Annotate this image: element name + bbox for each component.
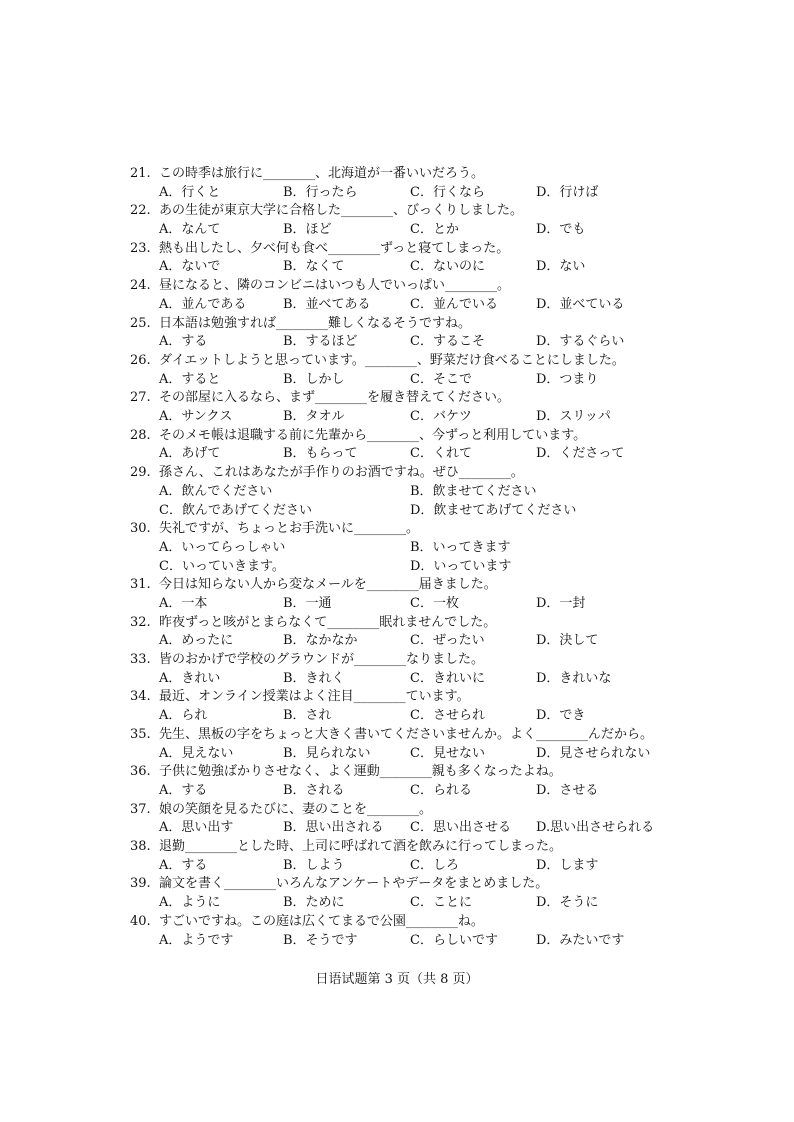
question-text: ダイエットしようと思っています。________、野菜だけ食べることにしました。 <box>159 352 625 368</box>
question-text: 最近、オンライン授業はよく注目________ています。 <box>159 689 470 705</box>
question-stem <box>130 614 690 633</box>
question-item <box>130 520 690 576</box>
option-row <box>130 595 690 614</box>
question-item <box>130 165 690 202</box>
question-number: 29. <box>130 465 151 481</box>
answer-option: D．するぐらい <box>536 334 625 350</box>
question-item <box>130 801 690 838</box>
question-stem <box>130 277 690 296</box>
question-stem <box>130 838 690 857</box>
question-text: 論文を書く________いろんなアンケートやデータをまとめました。 <box>159 876 549 892</box>
question-stem <box>130 315 690 334</box>
question-number: 39. <box>130 876 151 892</box>
answer-option: B．並べてある <box>283 296 371 312</box>
answer-option: A．ようです <box>159 932 234 948</box>
answer-option: D．一封 <box>536 596 586 611</box>
answer-option: D．いっています <box>410 558 512 574</box>
question-text: この時季は旅行に________、北海道が一番いいだろう。 <box>159 166 485 181</box>
question-item <box>130 315 690 352</box>
answer-option: C．並んでいる <box>410 296 498 312</box>
option-row <box>130 819 690 838</box>
answer-option: D．スリッパ <box>536 409 611 425</box>
question-text: 昼になると、隣のコンビニはいつも人でいっぱい________。 <box>159 278 511 294</box>
answer-option: C．いっていきます。 <box>159 558 285 574</box>
question-item <box>130 838 690 875</box>
answer-option: C．しろ <box>410 857 459 873</box>
answer-option: D．見させられない <box>536 745 651 761</box>
answer-option: B．される <box>283 782 345 798</box>
question-text: 子供に勉強ばかりさせなく、よく運動________親も多くなったよね。 <box>159 764 562 780</box>
question-stem <box>130 165 690 184</box>
answer-option: A．見えない <box>159 745 234 761</box>
option-row <box>130 408 690 427</box>
question-item <box>130 688 690 725</box>
answer-option: A．サンクス <box>159 409 233 425</box>
answer-option: B．一通 <box>283 596 332 611</box>
question-text: あの生徒が東京大学に合格した________、びっくりしました。 <box>159 203 524 219</box>
answer-option: B．飲ませてください <box>410 483 537 499</box>
answer-option: A．いってらっしゃい <box>159 539 286 555</box>
answer-option: B．ために <box>283 895 345 911</box>
question-number: 26. <box>130 352 151 368</box>
answer-option: A．飲んでください <box>159 483 273 499</box>
question-text: 先生、黒板の字をちょっと大きく書いてくださいませんか。よく________んだから。 <box>159 726 654 742</box>
question-item <box>130 726 690 763</box>
answer-option: B．なくて <box>283 259 345 275</box>
option-row <box>130 258 690 277</box>
answer-option: A．行くと <box>159 184 221 200</box>
option-row <box>130 539 690 558</box>
option-row <box>130 782 690 801</box>
question-stem <box>130 801 690 820</box>
answer-option: D．決して <box>536 633 599 649</box>
question-item <box>130 763 690 800</box>
answer-option: D．並べている <box>536 296 625 312</box>
question-stem <box>130 913 690 932</box>
answer-option: C．ぜったい <box>410 633 485 649</box>
answer-option: B．するほど <box>283 334 358 350</box>
answer-option: C．するこそ <box>410 334 485 350</box>
answer-option: A．並んである <box>159 296 247 312</box>
answer-option: A．ように <box>159 895 221 911</box>
question-item <box>130 202 690 239</box>
answer-option: D．ない <box>536 259 586 275</box>
answer-option: D．みたいです <box>536 932 625 948</box>
answer-option: C．一枚 <box>410 596 459 611</box>
question-item <box>130 651 690 688</box>
answer-option: D．きれいな <box>536 670 612 686</box>
answer-option: A．めったに <box>159 633 234 649</box>
answer-option: C．行くなら <box>410 184 485 200</box>
question-number: 24. <box>130 278 151 294</box>
option-row <box>130 558 690 577</box>
question-item <box>130 352 690 389</box>
option-row <box>130 445 690 464</box>
answer-option: D.思い出させられる <box>536 820 655 836</box>
question-number: 28. <box>130 427 151 443</box>
option-row <box>130 894 690 913</box>
option-row <box>130 333 690 352</box>
answer-option: C．らしいです <box>410 932 498 948</box>
answer-option: A．あげて <box>159 446 221 462</box>
option-row <box>130 221 690 240</box>
answer-option: C．られる <box>410 782 472 798</box>
option-row <box>130 502 690 521</box>
answer-option: C．そこで <box>410 371 472 387</box>
question-item <box>130 875 690 912</box>
question-text: 娘の笑顔を見るたびに、妻のことを________。 <box>159 801 433 817</box>
option-row <box>130 632 690 651</box>
question-text: その部屋に入るなら、まず________を履き替えてください。 <box>159 390 511 406</box>
question-item <box>130 576 690 613</box>
question-text: 退勤________とした時、上司に呼ばれて酒を飲みに行ってしまった。 <box>159 839 563 855</box>
option-row <box>130 857 690 876</box>
answer-option: B．そうです <box>283 932 358 948</box>
answer-option: D．します <box>536 857 599 873</box>
answer-option: B．行ったら <box>283 184 358 200</box>
answer-option: A．きれい <box>159 670 221 686</box>
answer-option: D．くださって <box>536 446 625 462</box>
question-number: 30. <box>130 521 151 537</box>
answer-option: B．しよう <box>283 857 345 873</box>
page-footer: 日语试题第 3 页（共 8 页） <box>315 972 479 987</box>
answer-option: C．飲んであげてください <box>159 502 312 518</box>
answer-option: C．くれて <box>410 446 472 462</box>
question-number: 33. <box>130 652 151 668</box>
option-row <box>130 184 690 203</box>
answer-option: C．ことに <box>410 895 472 911</box>
question-number: 35. <box>130 726 151 742</box>
answer-option: D．飲ませてあげてください <box>410 502 577 518</box>
option-row <box>130 745 690 764</box>
question-item <box>130 614 690 651</box>
question-item <box>130 277 690 314</box>
question-text: 失礼ですが、ちょっとお手洗いに________。 <box>159 521 420 537</box>
answer-option: C．見せない <box>410 745 485 761</box>
answer-option: C．させられ <box>410 708 485 724</box>
answer-option: C．きれいに <box>410 670 485 686</box>
answer-option: B．タオル <box>283 409 345 425</box>
question-number: 22. <box>130 203 151 219</box>
answer-option: D．でも <box>536 222 586 238</box>
answer-option: B．いってきます <box>410 539 511 555</box>
question-text: 孫さん、これはあなたが手作りのお酒ですね。ぜひ________。 <box>159 465 524 481</box>
answer-option: B．思い出される <box>283 820 384 836</box>
option-row <box>130 483 690 502</box>
question-item <box>130 913 690 950</box>
question-stem <box>130 576 690 595</box>
question-item <box>130 464 690 520</box>
answer-option: A．する <box>159 782 208 798</box>
question-number: 36. <box>130 764 151 780</box>
question-stem <box>130 651 690 670</box>
answer-option: B．見られない <box>283 745 371 761</box>
answer-option: B．なかなか <box>283 633 358 649</box>
question-number: 23. <box>130 240 151 256</box>
option-row <box>130 932 690 951</box>
answer-option: B．ほど <box>283 222 332 238</box>
answer-option: D．でき <box>536 708 586 724</box>
question-stem <box>130 688 690 707</box>
answer-option: C．とか <box>410 222 459 238</box>
answer-option: D．させる <box>536 782 599 798</box>
question-stem <box>130 726 690 745</box>
question-number: 40. <box>130 913 151 929</box>
answer-option: A．すると <box>159 371 221 387</box>
option-row <box>130 371 690 390</box>
question-text: そのメモ帳は退職する前に先輩から________、今ずっと利用しています。 <box>159 427 587 443</box>
option-row <box>130 296 690 315</box>
question-list <box>130 165 690 950</box>
answer-option: A．ないで <box>159 259 221 275</box>
answer-option: A．一本 <box>159 596 208 611</box>
answer-option: A．する <box>159 857 208 873</box>
answer-option: A．られ <box>159 708 208 724</box>
answer-option: B．もらって <box>283 446 358 462</box>
option-row <box>130 670 690 689</box>
answer-option: D．つまり <box>536 371 599 387</box>
answer-option: A．なんて <box>159 222 221 238</box>
question-text: 昨夜ずっと咳がとまらなくて________眠れませんでした。 <box>159 614 497 630</box>
question-item <box>130 389 690 426</box>
question-stem <box>130 875 690 894</box>
question-text: 今日は知らない人から変なメールを________届きました。 <box>159 577 497 593</box>
answer-option: C．ないのに <box>410 259 485 275</box>
answer-option: D．そうに <box>536 895 599 911</box>
answer-option: B．され <box>283 708 332 724</box>
question-number: 25. <box>130 315 151 331</box>
answer-option: B．しかし <box>283 371 345 387</box>
question-text: 皆のおかげで学校のグラウンドが________なりました。 <box>159 652 485 668</box>
question-number: 37. <box>130 801 151 817</box>
question-number: 32. <box>130 614 151 630</box>
question-stem <box>130 389 690 408</box>
question-number: 27. <box>130 390 151 406</box>
option-row <box>130 707 690 726</box>
question-number: 34. <box>130 689 151 705</box>
answer-option: C．バケツ <box>410 409 472 425</box>
question-stem <box>130 464 690 483</box>
question-stem <box>130 352 690 371</box>
question-stem <box>130 202 690 221</box>
question-number: 31. <box>130 577 151 593</box>
question-text: 日本語は勉強すれば________難しくなるそうですね。 <box>159 315 472 331</box>
question-text: すごいですね。この庭は広くてまるで公園________ね。 <box>159 913 484 929</box>
question-number: 38. <box>130 839 151 855</box>
question-item <box>130 427 690 464</box>
answer-option: B．きれく <box>283 670 345 686</box>
answer-option: A．思い出す <box>159 820 234 836</box>
answer-option: D．行けば <box>536 184 599 200</box>
question-number: 21. <box>130 166 151 181</box>
question-stem <box>130 427 690 446</box>
question-stem <box>130 240 690 259</box>
question-item <box>130 240 690 277</box>
question-stem <box>130 763 690 782</box>
question-text: 熱も出したし、夕べ何も食べ________ずっと寝てしまった。 <box>159 240 510 256</box>
answer-option: C．思い出させる <box>410 820 511 836</box>
answer-option: A．する <box>159 334 208 350</box>
question-stem <box>130 520 690 539</box>
